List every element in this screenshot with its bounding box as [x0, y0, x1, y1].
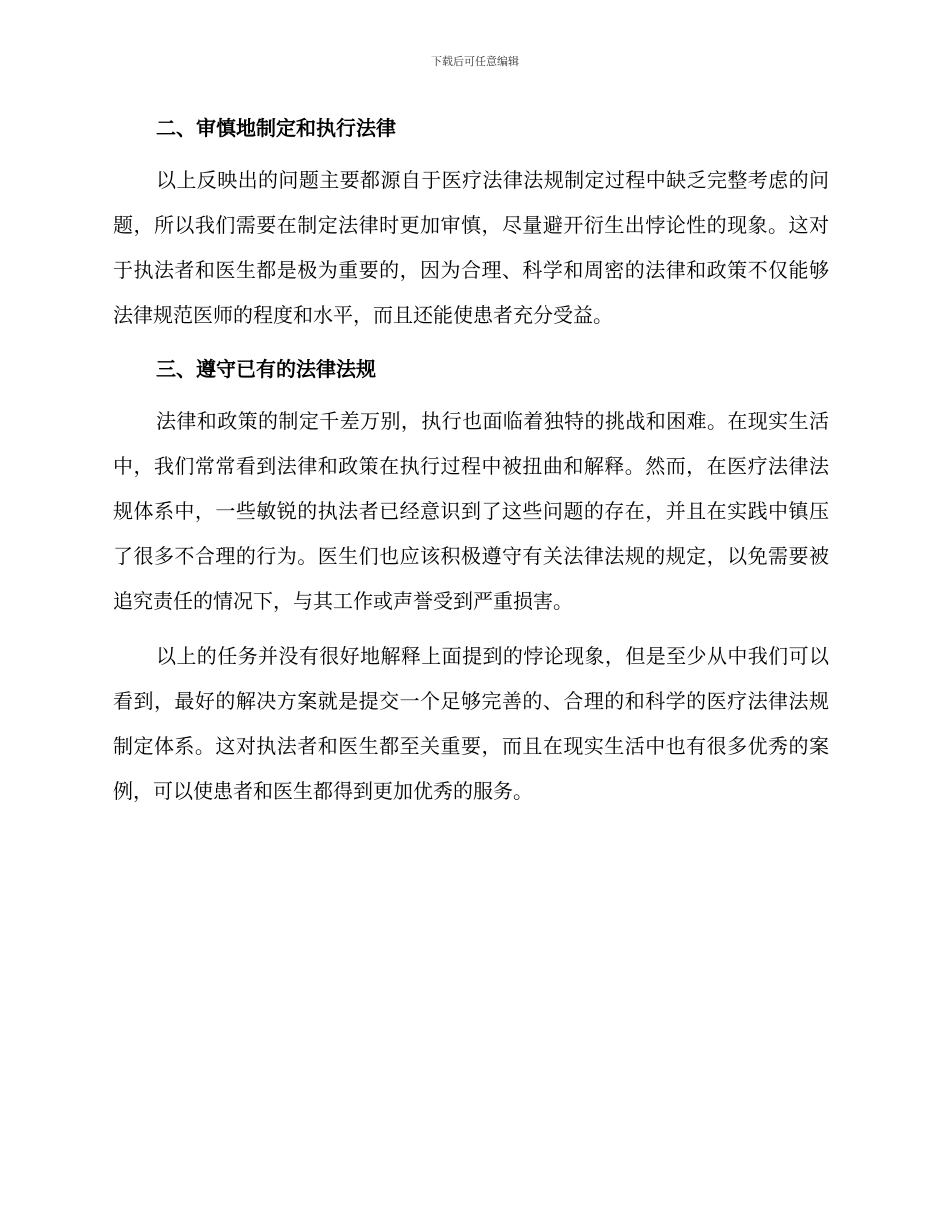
paragraph: 以上反映出的问题主要都源自于医疗法律法规制定过程中缺乏完整考虑的问题，所以我们需要在制定法律时更加审慎，尽量避开衍生出悖论性的现象。这对于执法者和医生都是极为重要的，因为合理、科学和周密的法律和政策不仅能够法律规范医师的程度和水平，而且还能使患者充分受益。	[113, 168, 829, 327]
section-heading: 二、审慎地制定和执行法律	[156, 116, 396, 140]
section-heading: 三、遵守已有的法律法规	[156, 357, 376, 381]
page-header: 下载后可任意编辑	[431, 55, 519, 68]
document-body	[113, 111, 829, 814]
paragraph: 以上的任务并没有很好地解释上面提到的悖论现象，但是至少从中我们可以看到，最好的解决方案就是提交一个足够完善的、合理的和科学的医疗法律法规制定体系。这对执法者和医生都至关重要，而且在现实生活中也有很多优秀的案例，可以使患者和医生都得到更加优秀的服务。	[113, 644, 829, 803]
paragraph: 法律和政策的制定千差万别，执行也面临着独特的挑战和困难。在现实生活中，我们常常看到法律和政策在执行过程中被扭曲和解释。然而，在医疗法律法规体系中，一些敏锐的执法者已经意识到了这些问题的存在，并且在实践中镇压了很多不合理的行为。医生们也应该积极遵守有关法律法规的规定，以免需要被追究责任的情况下，与其工作或声誉受到严重损害。	[113, 409, 829, 613]
